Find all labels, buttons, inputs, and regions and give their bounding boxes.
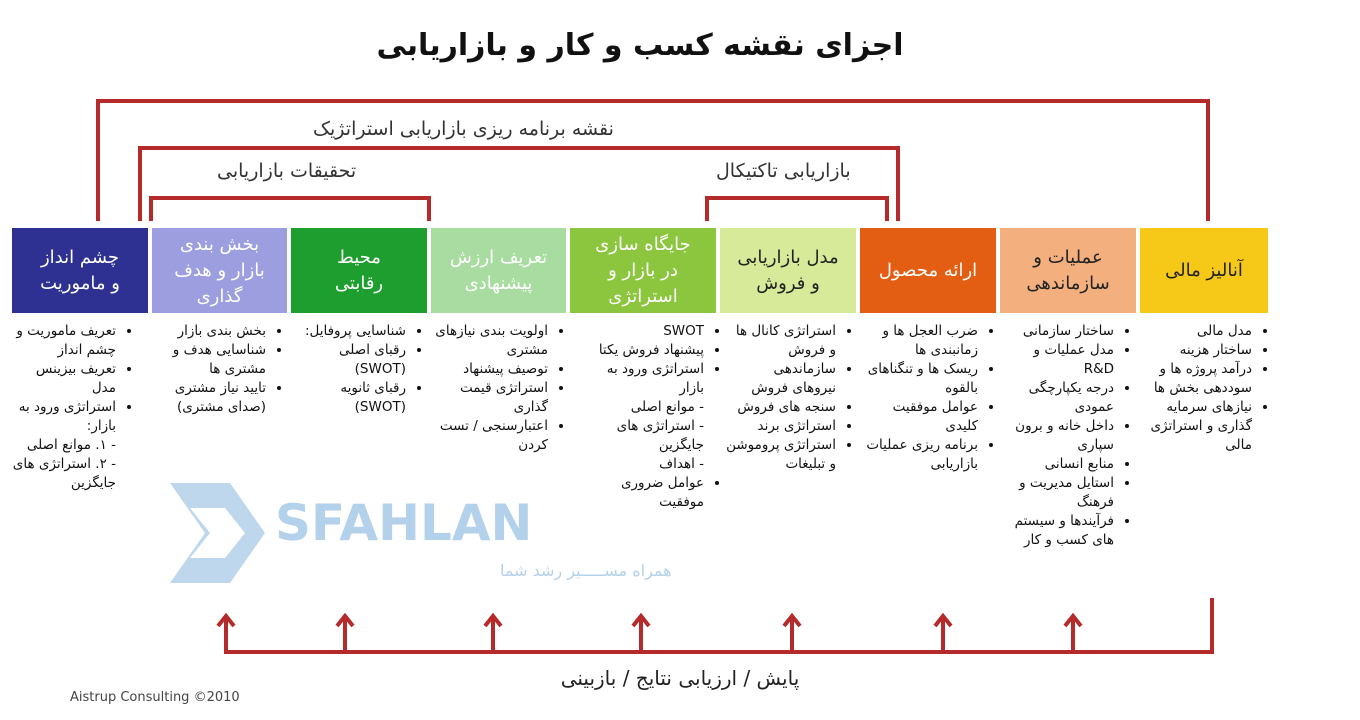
- strategic-bracket-right: [1206, 99, 1210, 221]
- tactical-bracket-right: [885, 196, 889, 221]
- arrow-up-icon: [631, 612, 651, 652]
- list-item: - اهداف: [590, 455, 704, 474]
- list-item: • تعریف ماموریت و چشم انداز: [10, 322, 116, 360]
- list-item: • ساختار سازمانی: [1004, 322, 1114, 341]
- list-item: • رقبای ثانویه (SWOT): [290, 379, 406, 417]
- box-operations: [1000, 228, 1136, 313]
- column-marketing-sales: [726, 322, 850, 474]
- bullet-list: [10, 322, 130, 436]
- box-segmentation: [152, 228, 287, 313]
- list-item: • فرآیندها و سیستم های کسب و کار: [1004, 512, 1114, 550]
- list-item: • منابع انسانی: [1004, 455, 1114, 474]
- column-value-proposition: [430, 322, 562, 455]
- list-item: • استراتژی ورود به بازار: [590, 360, 704, 398]
- bullet-list: [862, 322, 992, 474]
- page-title: اجزای نقشه کسب و کار و بازاریابی: [376, 28, 904, 63]
- list-item: • عوامل ضروری موفقیت: [590, 474, 704, 512]
- list-item: • داخل خانه و برون سپاری: [1004, 417, 1114, 455]
- list-item: • سنجه های فروش: [726, 398, 836, 417]
- list-item: • برنامه ریزی عملیات بازاریابی: [862, 436, 978, 474]
- credit-text: Aistrup Consulting ©2010: [70, 690, 240, 705]
- box-product-offering: [860, 228, 996, 313]
- bullet-list: [290, 322, 420, 417]
- list-item: • اولویت بندی نیازهای مشتری: [430, 322, 548, 360]
- feedback-label: پایش / ارزیابی نتایج / بازبینی: [560, 666, 800, 690]
- list-item: - استراتژی های جایگزین: [590, 417, 704, 455]
- bullet-list: [150, 322, 280, 417]
- box-label: عملیات و سازماندهی: [1026, 246, 1110, 294]
- middle-bracket-left: [138, 146, 142, 221]
- list-item: • اعتبارسنجی / تست کردن: [430, 417, 548, 455]
- strategic-bracket-top: [96, 99, 1210, 103]
- list-item: • مدل عملیات و R&D: [1004, 341, 1114, 379]
- arrow-up-icon: [1063, 612, 1083, 652]
- box-financial-analysis: [1140, 228, 1268, 313]
- list-item: • استراتژی کانال ها و فروش: [726, 322, 836, 360]
- arrow-up-icon: [933, 612, 953, 652]
- column-operations: [1004, 322, 1128, 550]
- box-label: چشم انداز و ماموریت: [40, 246, 120, 294]
- research-bracket-left: [149, 196, 153, 221]
- list-item: • عوامل موفقیت کلیدی: [862, 398, 978, 436]
- research-bracket-top: [149, 196, 431, 200]
- watermark-brand: SFAHLAN: [275, 494, 533, 552]
- column-product-offering: [862, 322, 992, 474]
- list-item: - موانع اصلی: [590, 398, 704, 417]
- list-item: • بخش بندی بازار: [150, 322, 266, 341]
- list-item: • استراتژی برند: [726, 417, 836, 436]
- list-item: • استراتژی ورود به بازار:: [10, 398, 116, 436]
- list-item: • استایل مدیریت و فرهنگ: [1004, 474, 1114, 512]
- bullet-list: [1150, 322, 1266, 455]
- box-label: ارائه محصول: [878, 259, 978, 281]
- box-label: تعریف ارزش پیشنهادی: [449, 246, 548, 294]
- list-item: • استراتژی پروموشن و تبلیغات: [726, 436, 836, 474]
- column-competitive: [290, 322, 420, 417]
- middle-bracket-top: [138, 146, 900, 150]
- list-item: • شناسایی پروفایل:: [290, 322, 406, 341]
- box-positioning: [570, 228, 716, 313]
- box-vision-mission: [12, 228, 148, 313]
- column-vision-mission: [10, 322, 130, 493]
- feedback-line-right: [1210, 598, 1214, 654]
- arrow-up-icon: [335, 612, 355, 652]
- list-item: • تعریف بیزینس مدل: [10, 360, 116, 398]
- tactical-bracket-left: [705, 196, 709, 221]
- bullet-list: [590, 322, 718, 398]
- list-item: • رقبای اصلی (SWOT): [290, 341, 406, 379]
- arrow-up-icon: [483, 612, 503, 652]
- bullet-list: [1004, 322, 1128, 550]
- column-positioning: [590, 322, 718, 512]
- bullet-list: [430, 322, 562, 455]
- box-marketing-sales-model: [720, 228, 856, 313]
- box-label: مدل بازاریابی و فروش: [737, 246, 839, 294]
- box-label: آنالیز مالی: [1165, 259, 1243, 281]
- box-label: محیط رقابتی: [334, 246, 384, 294]
- list-item: • درجه یکپارچگی عمودی: [1004, 379, 1114, 417]
- middle-bracket-right: [896, 146, 900, 221]
- bullet-list-tail: [590, 474, 718, 512]
- list-item: • مدل مالی: [1150, 322, 1252, 341]
- box-value-proposition: [431, 228, 566, 313]
- strategic-bracket-label: نقشه برنامه ریزی بازاریابی استراتژیک: [313, 118, 614, 140]
- list-item: - ۱. موانع اصلی: [10, 436, 116, 455]
- arrow-up-icon: [782, 612, 802, 652]
- column-segmentation: [150, 322, 280, 417]
- list-item: • ساختار هزینه: [1150, 341, 1252, 360]
- box-label: بخش بندی بازار و هدف گذاری: [174, 233, 265, 307]
- column-financial: [1150, 322, 1266, 455]
- list-item: • SWOT: [590, 322, 704, 341]
- list-item: • نیازهای سرمایه گذاری و استراتژی مالی: [1150, 398, 1252, 455]
- sub-list: [10, 436, 130, 493]
- research-bracket-label: تحقیقات بازاریابی: [217, 160, 357, 182]
- list-item: • سازماندهی نیروهای فروش: [726, 360, 836, 398]
- tactical-bracket-label: بازاریابی تاکتیکال: [716, 160, 851, 182]
- box-competitive-environment: [291, 228, 427, 313]
- strategic-bracket-left: [96, 99, 100, 221]
- list-item: • درآمد پروژه ها و سوددهی بخش ها: [1150, 360, 1252, 398]
- tactical-bracket-top: [705, 196, 889, 200]
- research-bracket-right: [427, 196, 431, 221]
- bullet-list: [726, 322, 850, 474]
- list-item: • شناسایی هدف و مشتری ها: [150, 341, 266, 379]
- box-label: جایگاه سازی در بازار و استراتژی: [595, 233, 691, 307]
- list-item: - ۲. استراتژی های جایگزین: [10, 455, 116, 493]
- sub-list: [590, 398, 718, 474]
- list-item: • توصیف پیشنهاد: [430, 360, 548, 379]
- list-item: • پیشنهاد فروش یکتا: [590, 341, 704, 360]
- list-item: • ریسک ها و تنگناهای بالقوه: [862, 360, 978, 398]
- list-item: • ضرب العجل ها و زمانبندی ها: [862, 322, 978, 360]
- list-item: • استراتژی قیمت گذاری: [430, 379, 548, 417]
- watermark-tagline: همراه مســـــیر رشد شما: [500, 561, 672, 580]
- list-item: • تایید نیاز مشتری (صدای مشتری): [150, 379, 266, 417]
- arrow-up-icon: [216, 612, 236, 652]
